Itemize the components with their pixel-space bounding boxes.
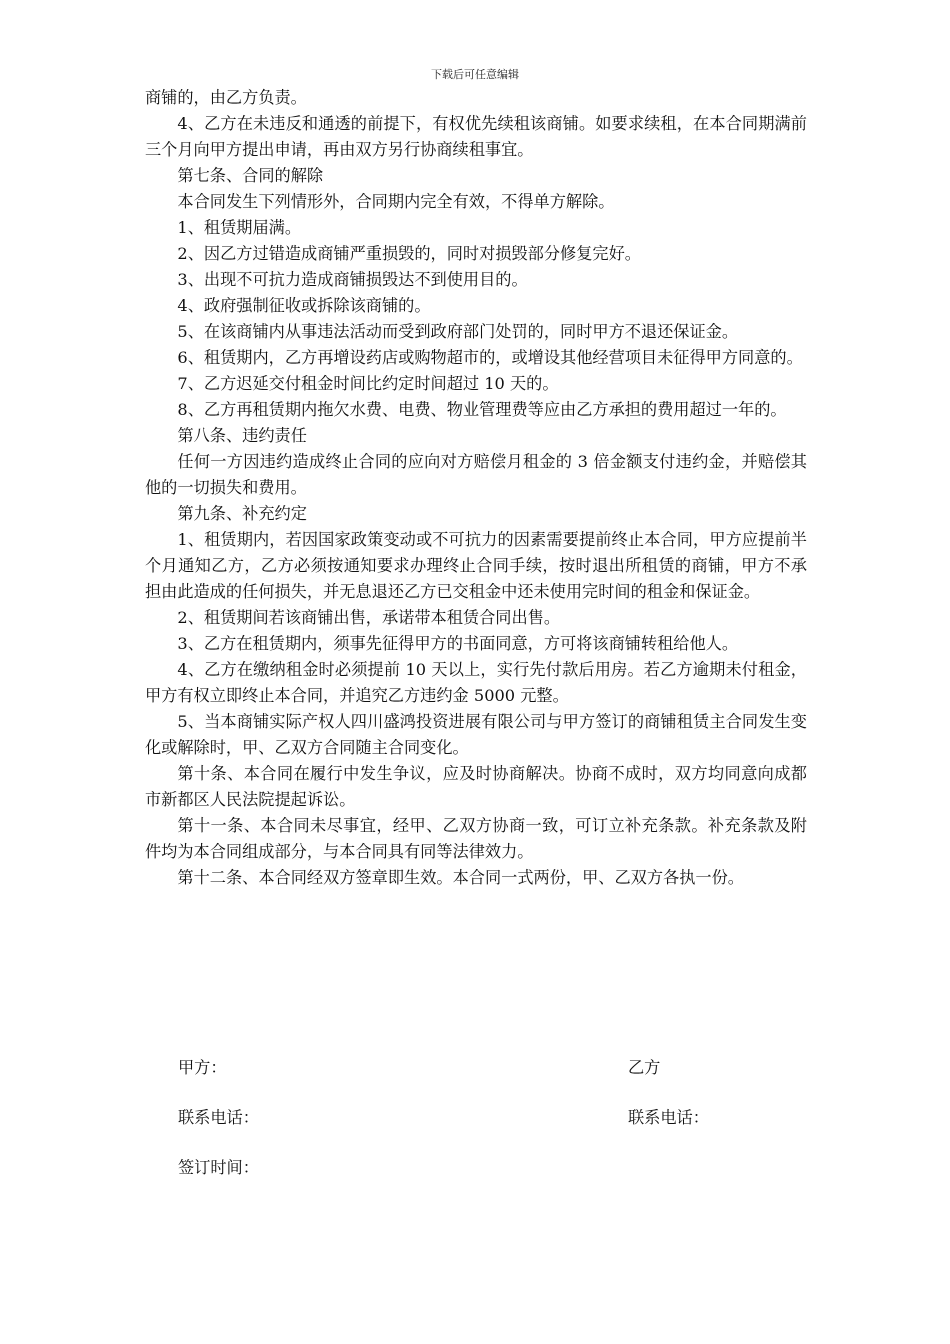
list-item: 6、租赁期内，乙方再增设药店或购物超市的，或增设其他经营项目未征得甲方同意的。 (177, 348, 803, 367)
section-heading: 第九条、补充约定 (177, 504, 307, 523)
list-item: 3、乙方在租赁期内，须事先征得甲方的书面同意，方可将该商铺转租给他人。 (177, 634, 739, 653)
party-a-label: 甲方： (178, 1058, 227, 1077)
contract-body (145, 85, 807, 891)
list-item: 7、乙方迟延交付租金时间比约定时间超过 10 天的。 (177, 374, 559, 393)
party-a-phone-label: 联系电话： (178, 1108, 259, 1127)
party-b-phone-label: 联系电话： (628, 1108, 709, 1127)
page-header: 下载后可任意编辑 (431, 68, 519, 81)
list-item: 5、当本商铺实际产权人四川盛鸿投资进展有限公司与甲方签订的商铺租赁主合同发生变化或解除时，甲、乙双方合同随主合同变化。 (145, 712, 807, 757)
list-item: 4、政府强制征收或拆除该商铺的。 (177, 296, 431, 315)
paragraph: 任何一方因违约造成终止合同的应向对方赔偿月租金的 3 倍金额支付违约金，并赔偿其他的一切损失和费用。 (145, 452, 807, 497)
paragraph: 4、乙方在未违反和通透的前提下，有权优先续租该商铺。如要求续租，在本合同期满前三个月向甲方提出申请，再由双方另行协商续租事宜。 (145, 114, 807, 159)
section-heading: 第七条、合同的解除 (177, 166, 324, 185)
paragraph: 本合同发生下列情形外，合同期内完全有效，不得单方解除。 (177, 192, 615, 211)
signing-date-label: 签订时间： (178, 1158, 259, 1177)
paragraph: 商铺的，由乙方负责。 (145, 88, 307, 107)
list-item: 1、租赁期届满。 (177, 218, 302, 237)
list-item: 5、在该商铺内从事违法活动而受到政府部门处罚的，同时甲方不退还保证金。 (177, 322, 739, 341)
section-paragraph: 第十条、本合同在履行中发生争议，应及时协商解决。协商不成时，双方均同意向成都市新都区人民法院提起诉讼。 (145, 764, 807, 809)
section-heading: 第八条、违约责任 (177, 426, 307, 445)
section-paragraph: 第十二条、本合同经双方签章即生效。本合同一式两份，甲、乙双方各执一份。 (177, 868, 744, 887)
section-paragraph: 第十一条、本合同未尽事宜，经甲、乙双方协商一致，可订立补充条款。补充条款及附件均为本合同组成部分，与本合同具有同等法律效力。 (145, 816, 807, 861)
party-b-label: 乙方 (628, 1058, 661, 1077)
list-item: 1、租赁期内，若因国家政策变动或不可抗力的因素需要提前终止本合同，甲方应提前半个月通知乙方，乙方必须按通知要求办理终止合同手续，按时退出所租赁的商铺，甲方不承担由此造成的任何损失，并无息退还乙方已交租金中还未使用完时间的租金和保证金。 (145, 530, 807, 601)
list-item: 4、乙方在缴纳租金时必须提前 10 天以上，实行先付款后用房。若乙方逾期未付租金，甲方有权立即终止本合同，并追究乙方违约金 5000 元整。 (145, 660, 807, 705)
list-item: 3、出现不可抗力造成商铺损毁达不到使用目的。 (177, 270, 528, 289)
list-item: 2、租赁期间若该商铺出售，承诺带本租赁合同出售。 (177, 608, 561, 627)
list-item: 8、乙方再租赁期内拖欠水费、电费、物业管理费等应由乙方承担的费用超过一年的。 (177, 400, 787, 419)
list-item: 2、因乙方过错造成商铺严重损毁的，同时对损毁部分修复完好。 (177, 244, 641, 263)
